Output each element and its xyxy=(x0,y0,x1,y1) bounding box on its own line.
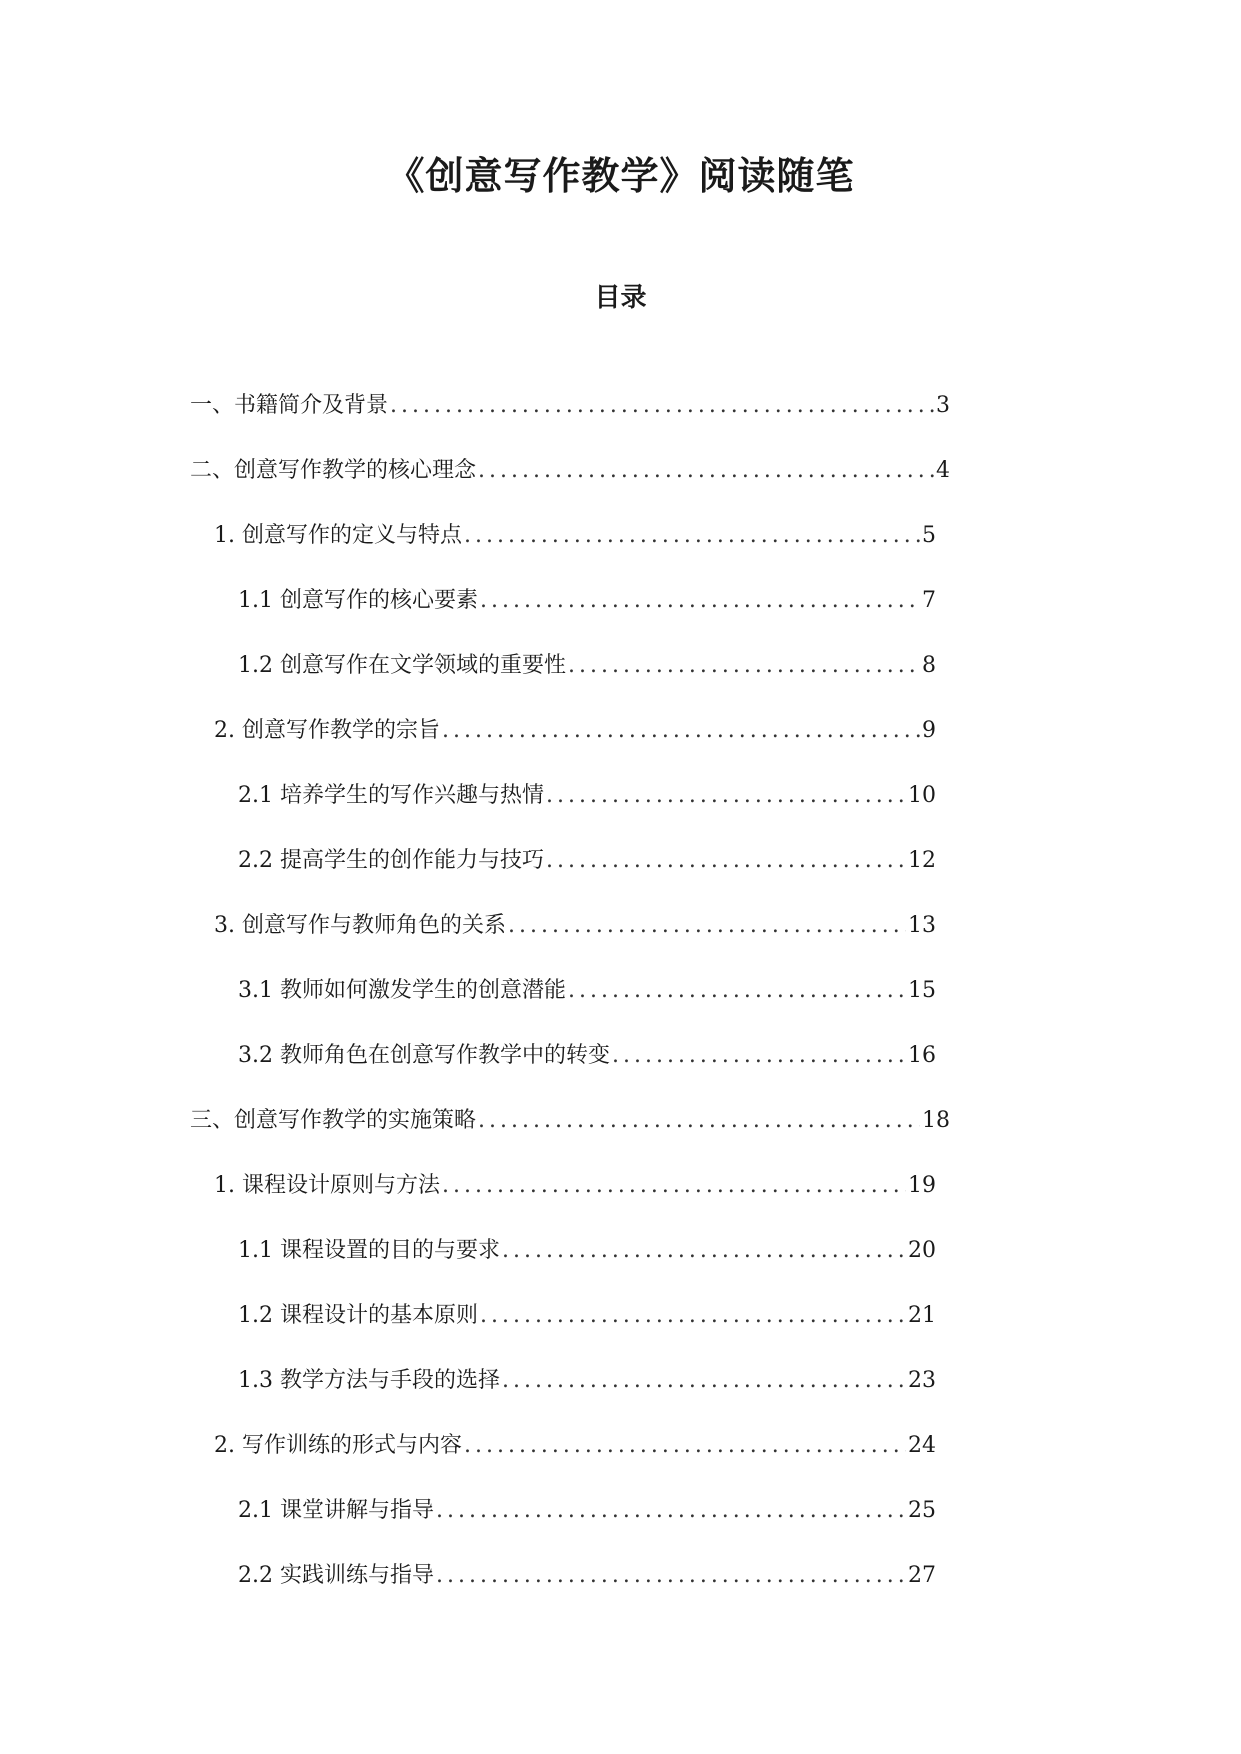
toc-entry[interactable] xyxy=(238,1231,936,1271)
toc-page-number: 27 xyxy=(908,1563,936,1588)
toc-leader-dots xyxy=(436,1556,906,1596)
toc-entry[interactable] xyxy=(238,1036,936,1076)
toc-entry-label: 3.1 教师如何激发学生的创意潜能 xyxy=(238,978,566,1003)
toc-entry-label: 1.3 教学方法与手段的选择 xyxy=(238,1368,500,1393)
toc-leader-dots xyxy=(480,1296,906,1336)
toc-entry[interactable] xyxy=(214,1426,936,1466)
toc-entry-label: 一、书籍简介及背景 xyxy=(190,393,389,418)
toc-entry-label: 1.1 课程设置的目的与要求 xyxy=(238,1238,500,1263)
toc-page-number: 23 xyxy=(908,1368,936,1393)
toc-page-number: 20 xyxy=(908,1238,936,1263)
toc-page-number: 13 xyxy=(908,913,936,938)
toc-page-number: 10 xyxy=(908,783,936,808)
toc-entry-label: 2. 写作训练的形式与内容 xyxy=(214,1433,462,1458)
toc-leader-dots xyxy=(478,451,934,491)
toc-leader-dots xyxy=(464,1426,906,1466)
toc-page-number: 21 xyxy=(908,1303,936,1328)
toc-leader-dots xyxy=(442,1166,906,1206)
toc-page-number: 24 xyxy=(908,1433,936,1458)
toc-page-number: 9 xyxy=(922,718,936,743)
toc-entry-label: 二、创意写作教学的核心理念 xyxy=(190,458,477,483)
toc-entry-label: 1. 创意写作的定义与特点 xyxy=(214,523,462,548)
toc-entry-label: 三、创意写作教学的实施策略 xyxy=(190,1108,477,1133)
toc-entry[interactable] xyxy=(214,711,936,751)
toc-entry[interactable] xyxy=(214,906,936,946)
toc-entry[interactable] xyxy=(238,841,936,881)
toc-entry[interactable] xyxy=(238,1491,936,1531)
toc-page-number: 3 xyxy=(936,393,950,418)
toc-page-number: 7 xyxy=(922,588,936,613)
document-title: 《创意写作教学》阅读随笔 xyxy=(386,153,855,198)
toc-entry[interactable] xyxy=(238,1361,936,1401)
toc-entry[interactable] xyxy=(190,451,950,491)
toc-leader-dots xyxy=(480,581,920,621)
toc-entry[interactable] xyxy=(190,386,950,426)
toc-entry-label: 3. 创意写作与教师角色的关系 xyxy=(214,913,506,938)
toc-entry-label: 3.2 教师角色在创意写作教学中的转变 xyxy=(238,1043,610,1068)
toc-leader-dots xyxy=(568,646,920,686)
toc-page-number: 18 xyxy=(922,1108,950,1133)
toc-entry[interactable] xyxy=(214,516,936,556)
toc-page-number: 15 xyxy=(908,978,936,1003)
toc-entry-label: 2.2 实践训练与指导 xyxy=(238,1563,434,1588)
toc-entry-label: 2. 创意写作教学的宗旨 xyxy=(214,718,440,743)
toc-entry[interactable] xyxy=(238,1296,936,1336)
toc-leader-dots xyxy=(436,1491,906,1531)
toc-leader-dots xyxy=(508,906,906,946)
toc-heading: 目录 xyxy=(594,283,647,313)
toc-entry[interactable] xyxy=(238,646,936,686)
toc-entry[interactable] xyxy=(214,1166,936,1206)
toc-leader-dots xyxy=(464,516,920,556)
toc-page-number: 5 xyxy=(922,523,936,548)
toc-page-number: 8 xyxy=(922,653,936,678)
toc-entry-label: 2.1 培养学生的写作兴趣与热情 xyxy=(238,783,544,808)
toc-page-number: 12 xyxy=(908,848,936,873)
toc-entry-label: 2.1 课堂讲解与指导 xyxy=(238,1498,434,1523)
toc-entry-label: 1. 课程设计原则与方法 xyxy=(214,1173,440,1198)
toc-entry-label: 1.1 创意写作的核心要素 xyxy=(238,588,478,613)
toc-page-number: 25 xyxy=(908,1498,936,1523)
toc-entry[interactable] xyxy=(238,1556,936,1596)
toc-entry[interactable] xyxy=(190,1101,950,1141)
toc-entry-label: 1.2 创意写作在文学领域的重要性 xyxy=(238,653,566,678)
toc-leader-dots xyxy=(502,1361,906,1401)
toc-page-number: 16 xyxy=(908,1043,936,1068)
toc-leader-dots xyxy=(502,1231,906,1271)
toc-entry-label: 1.2 课程设计的基本原则 xyxy=(238,1303,478,1328)
toc-entry[interactable] xyxy=(238,581,936,621)
toc-leader-dots xyxy=(442,711,920,751)
toc-page-number: 4 xyxy=(936,458,950,483)
toc-leader-dots xyxy=(546,776,906,816)
toc-leader-dots xyxy=(546,841,906,881)
toc-entry-label: 2.2 提高学生的创作能力与技巧 xyxy=(238,848,544,873)
toc-page-number: 19 xyxy=(908,1173,936,1198)
toc-leader-dots xyxy=(478,1101,920,1141)
toc-entry[interactable] xyxy=(238,971,936,1011)
toc-leader-dots xyxy=(390,386,934,426)
toc-leader-dots xyxy=(568,971,906,1011)
toc-leader-dots xyxy=(612,1036,906,1076)
toc-entry[interactable] xyxy=(238,776,936,816)
